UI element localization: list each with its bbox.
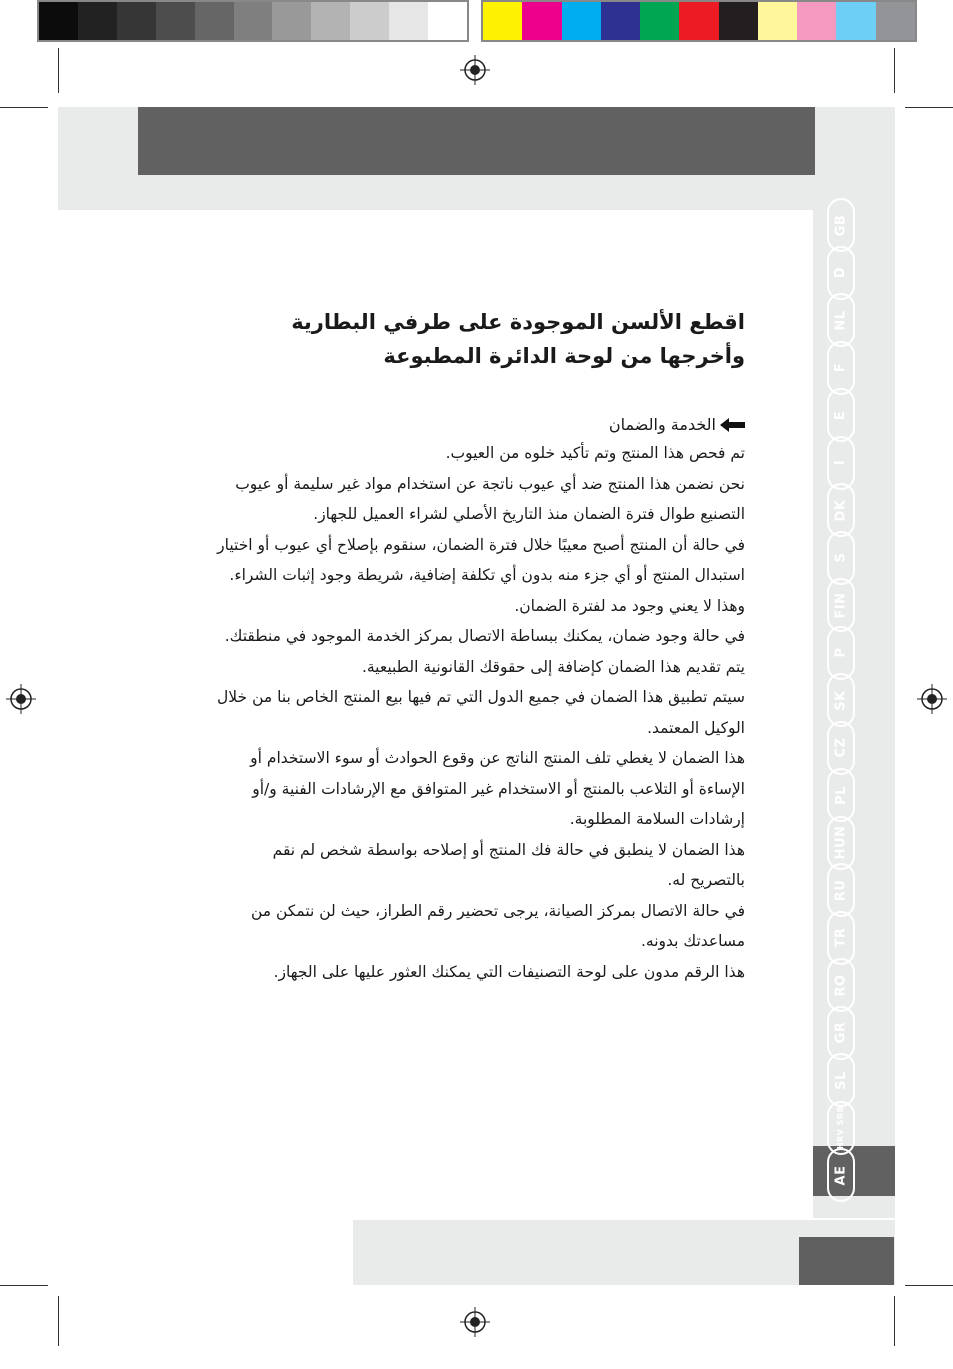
warranty-paragraph: وهذا لا يعني وجود مد لفترة الضمان. — [514, 596, 745, 615]
registration-mark-icon — [460, 55, 490, 85]
gray-swatch — [311, 2, 350, 40]
gray-swatch — [428, 2, 467, 40]
gray-swatch — [272, 2, 311, 40]
lang-tab-e[interactable]: E — [827, 388, 855, 442]
crop-mark — [905, 107, 953, 108]
lang-tab-gr[interactable]: GR — [827, 1006, 855, 1060]
registration-mark-icon — [917, 684, 947, 714]
lang-tab-ae[interactable]: AE — [827, 1148, 855, 1202]
header-bar — [138, 107, 815, 175]
crop-mark — [58, 1296, 59, 1346]
lang-tab-dk[interactable]: DK — [827, 483, 855, 537]
color-swatch — [522, 2, 561, 40]
gray-swatch — [350, 2, 389, 40]
color-swatch — [876, 2, 915, 40]
arrow-left-icon — [720, 418, 745, 432]
lang-tab-pl[interactable]: PL — [827, 768, 855, 822]
color-swatch — [758, 2, 797, 40]
gray-swatch — [156, 2, 195, 40]
lang-tab-s[interactable]: S — [827, 531, 855, 585]
service-heading-text: الخدمة والضمان — [608, 415, 716, 434]
grayscale-calibration-bar — [37, 0, 469, 42]
crop-mark — [58, 48, 59, 93]
crop-mark — [894, 48, 895, 93]
lang-tab-ro[interactable]: RO — [827, 958, 855, 1012]
color-swatch — [640, 2, 679, 40]
registration-mark-icon — [460, 1307, 490, 1337]
color-swatch — [562, 2, 601, 40]
gray-swatch — [39, 2, 78, 40]
warranty-paragraphs — [215, 438, 745, 987]
gray-swatch — [195, 2, 234, 40]
lang-tab-ru[interactable]: RU — [827, 863, 855, 917]
gray-swatch — [117, 2, 156, 40]
lang-tab-fin[interactable]: FIN — [827, 578, 855, 632]
color-swatch — [601, 2, 640, 40]
color-swatch — [797, 2, 836, 40]
gray-swatch — [389, 2, 428, 40]
battery-removal-instruction: اقطع الألسن الموجودة على طرفي البطارية وأخرجها من لوحة الدائرة المطبوعة — [291, 310, 745, 368]
lang-tab-i[interactable]: I — [827, 436, 855, 490]
warranty-paragraph: في حالة أن المنتج أصبح معيبًا خلال فترة الضمان، سنقوم بإصلاح أي عيوب أو اختيار استبدال المنتج أو أي جزء منه بدون أي تكلفة إضافية، شريطة وجود إثبات الشراء. — [217, 535, 745, 584]
lang-tab-sl[interactable]: SL — [827, 1053, 855, 1107]
color-swatch — [679, 2, 718, 40]
lang-tab-nl[interactable]: NL — [827, 293, 855, 347]
lang-tab-d[interactable]: D — [827, 246, 855, 300]
lang-tab-cz[interactable]: CZ — [827, 721, 855, 775]
gray-swatch — [78, 2, 117, 40]
language-tab-strip — [813, 194, 895, 1218]
gray-swatch — [234, 2, 273, 40]
warranty-paragraph: في حالة وجود ضمان، يمكنك ببساطة الاتصال بمركز الخدمة الموجود في منطقتك. — [224, 627, 745, 645]
page-number-box — [799, 1237, 894, 1285]
crop-mark — [905, 1285, 953, 1286]
warranty-paragraph: في حالة الاتصال بمركز الصيانة، يرجى تحضير رقم الطراز، حيث لن نتمكن من مساعدتك بدونه. — [250, 901, 745, 950]
warranty-paragraph: هذا الضمان لا يغطي تلف المنتج الناتج عن وقوع الحوادث أو سوء الاستخدام أو الإساءة أو التلاعب بالمنتج أو الاستخدام غير المتوافق مع الإرشادات الفنية و/أو إرشادات السلامة المطلوبة. — [250, 749, 745, 828]
service-warranty-heading — [215, 411, 745, 438]
color-calibration-bar — [481, 0, 917, 42]
color-swatch — [719, 2, 758, 40]
document-content — [215, 305, 745, 987]
warranty-paragraph: هذا الضمان لا ينطبق في حالة فك المنتج أو إصلاحه بواسطة شخص لم نقم بالتصريح له. — [272, 840, 745, 889]
lang-tab-tr[interactable]: TR — [827, 911, 855, 965]
color-swatch — [483, 2, 522, 40]
warranty-paragraph: نحن نضمن هذا المنتج ضد أي عيوب ناتجة عن استخدام مواد غير سليمة أو عيوب التصنيع طوال فترة الضمان منذ التاريخ الأصلي لشراء العميل للجهاز. — [235, 474, 745, 523]
lang-tab-sk[interactable]: SK — [827, 673, 855, 727]
lang-tab-p[interactable]: P — [827, 626, 855, 680]
lang-tab-f[interactable]: F — [827, 341, 855, 395]
lang-tab-gb[interactable]: GB — [827, 198, 855, 252]
registration-mark-icon — [6, 684, 36, 714]
lang-tab-hun[interactable]: HUN — [827, 816, 855, 870]
warranty-paragraph: يتم تقديم هذا الضمان كإضافة إلى حقوقك القانونية الطبيعية. — [361, 657, 745, 676]
color-swatch — [836, 2, 875, 40]
warranty-paragraph: سيتم تطبيق هذا الضمان في جميع الدول التي تم فيها بيع المنتج الخاص بنا من خلال الوكيل المعتمد. — [217, 688, 745, 737]
crop-mark — [0, 107, 48, 108]
warranty-paragraph: هذا الرقم مدون على لوحة التصنيفات التي يمكنك العثور عليها على الجهاز. — [273, 962, 745, 981]
crop-mark — [0, 1285, 48, 1286]
warranty-paragraph: تم فحص هذا المنتج وتم تأكيد خلوه من العيوب. — [445, 444, 745, 462]
lang-tab-hrv-srb[interactable]: HRV SRB — [827, 1101, 855, 1155]
crop-mark — [894, 1296, 895, 1346]
